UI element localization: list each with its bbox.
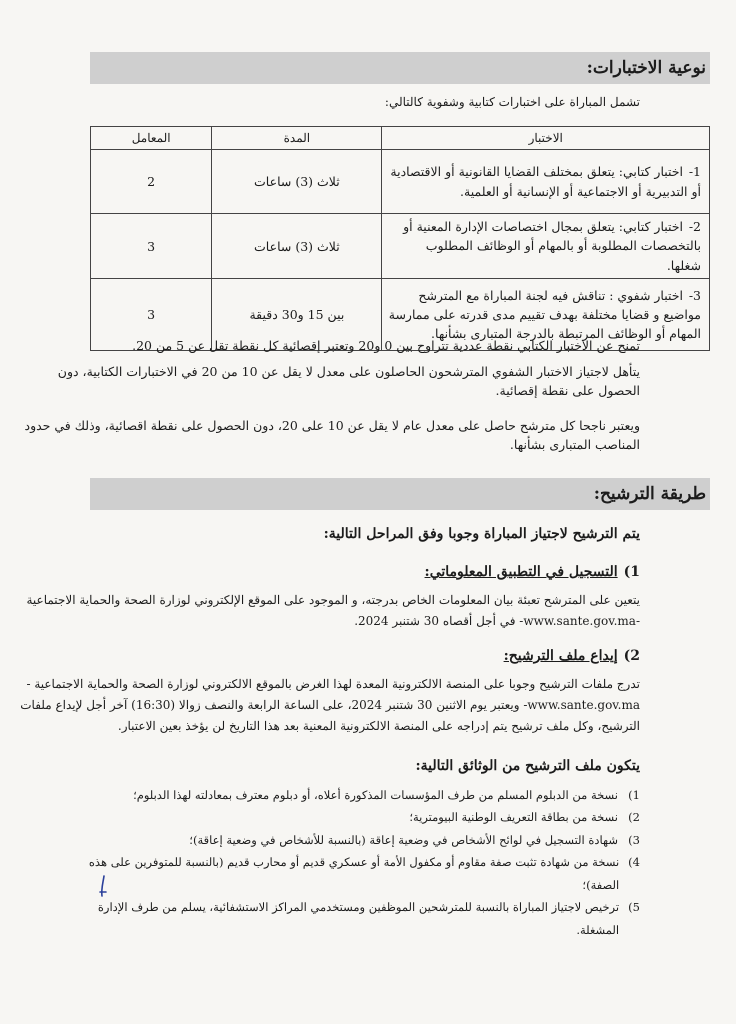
- item-text: نسخة من بطاقة التعريف الوطنية البيومترية؛: [409, 810, 618, 825]
- list-item: [80, 806, 640, 828]
- test-description: [382, 214, 710, 279]
- test-duration: بين 15 و30 دقيقة: [212, 279, 382, 351]
- header-duration: المدة: [212, 127, 382, 150]
- list-item: [80, 851, 640, 896]
- pen-mark-icon: [98, 875, 108, 897]
- header-coefficient: المعامل: [91, 127, 212, 150]
- section-bar-exam-types: [90, 52, 710, 84]
- test-text: اختبار كتابي: يتعلق بمختلف القضايا القانونية أو الاقتصادية أو التدبيرية أو الاجتماعية أو الإنسانية أو العلمية.: [390, 164, 701, 199]
- item-text: نسخة من شهادة تثبت صفة مقاوم أو مكفول الأمة أو عسكري قديم أو محارب قديم (بالنسبة للمتوفرين على هذه الصفة)؛: [88, 855, 620, 892]
- docs-heading: يتكون ملف الترشيح من الوثائق التالية:: [415, 758, 640, 774]
- item-number: 5): [628, 900, 640, 915]
- item-number: 2): [628, 810, 640, 825]
- test-number: 3-: [688, 287, 701, 303]
- test-duration: ثلاث (3) ساعات: [212, 214, 382, 279]
- exams-table: [90, 126, 710, 351]
- table-row: [91, 150, 710, 214]
- list-item: [80, 896, 640, 941]
- table-header-row: [91, 127, 710, 150]
- test-text: اختبار شفوي : تناقش فيه لجنة المباراة مع المترشح مواضيع و قضايا مختلفة بهدف تقييم مدى قدرته على ممارسة المهام أو الوظائف المرتبطة بالدرجة المتبارى بشأنها.: [388, 287, 701, 342]
- stage-2-title: [504, 648, 640, 664]
- test-coefficient: 3: [91, 214, 212, 279]
- test-number: 1-: [688, 164, 701, 180]
- stage-number: 2): [623, 648, 640, 664]
- section-bar-application: [90, 478, 710, 510]
- list-item: [80, 784, 640, 806]
- test-coefficient: 3: [91, 279, 212, 351]
- stage-2-text: تدرج ملفات الترشيح وجوبا على المنصة الالكترونية المعدة لهذا الغرض بالموقع الالكتروني لوزارة الصحة والحماية الاجتماعية -www.sante.gov.ma- ويعتبر يوم الاثنين 30 شتنبر 2024، على الساعة الرابعة والنصف زوالا (16:30) آخر أجل لإيداع ملفات الترشيح، وكل ملف ترشيح يتم إدراجه على المنصة الالكترونية المعنية بعد هذا التاريخ لن يؤخذ بعين الاعتبار.: [20, 677, 640, 733]
- exam-intro: تشمل المباراة على اختبارات كتابية وشفوية كالتالي:: [384, 95, 640, 109]
- stage-1-title: [425, 564, 640, 580]
- section-heading-application: طريقة الترشيح:: [593, 484, 706, 504]
- test-text: اختبار كتابي: يتعلق بمجال اختصاصات الإدارة المعنية أو بالتخصصات المطلوبة أو بالمهام أو الوظائف المطلوب شغلها.: [403, 219, 701, 273]
- item-text: شهادة التسجيل في لوائح الأشخاص في وضعية إعاقة (بالنسبة للأشخاص في وضعية إعاقة)؛: [189, 832, 618, 847]
- item-number: 3): [628, 832, 640, 847]
- scoring-paragraph: يتأهل لاجتياز الاختبار الشفوي المترشحون الحاصلون على معدل لا يقل عن 10 من 20 في الاختبارات الكتابية، دون الحصول على نقطة إقصائية.: [57, 364, 640, 399]
- scoring-paragraph: ويعتبر ناجحا كل مترشح حاصل على معدل عام لا يقل عن 10 على 20، دون الحصول على نقطة اقصائية، وذلك في حدود المناصب المتبارى بشأنها.: [24, 418, 640, 453]
- item-number: 4): [628, 855, 640, 870]
- scoring-paragraph: تمنح عن الاختبار الكتابي نقطة عددية تتراوح بين 0 و20 وتعتبر إقصائية كل نقطة تقل عن 5 من 20.: [132, 338, 640, 353]
- stage-number: 1): [623, 564, 640, 580]
- item-number: 1): [628, 788, 640, 802]
- item-text: ترخيص لاجتياز المباراة بالنسبة للمترشحين الموظفين ومستخدمي المراكز الاستشفائية، يسلم من طرف الإدارة المشغلة.: [97, 900, 620, 937]
- list-item: [80, 829, 640, 851]
- test-coefficient: 2: [91, 150, 212, 214]
- stage-title: التسجيل في التطبيق المعلوماتي:: [424, 564, 618, 580]
- stage-title: إيداع ملف الترشيح:: [503, 648, 618, 664]
- stage-1-text: يتعين على المترشح تعبئة بيان المعلومات الخاص بدرجته، و الموجود على الموقع الإلكتروني لوزارة الصحة والحماية الاجتماعية -www.sante.gov.ma- في أجل أقصاه 30 شتنبر 2024.: [26, 593, 640, 628]
- item-text: نسخة من الدبلوم المسلم من طرف المؤسسات المذكورة أعلاه، أو دبلوم معترف بمعادلته لهذا الدبلوم؛: [133, 788, 618, 802]
- table-row: [91, 214, 710, 279]
- application-intro: يتم الترشيح لاجتياز المباراة وجوبا وفق المراحل التالية:: [323, 526, 640, 542]
- test-description: [382, 150, 710, 214]
- section-heading-exam-types: نوعية الاختبارات:: [586, 58, 706, 78]
- header-test: الاختبار: [382, 127, 710, 150]
- test-duration: ثلاث (3) ساعات: [212, 150, 382, 214]
- documents-list: [80, 784, 640, 941]
- test-number: 2-: [688, 219, 701, 234]
